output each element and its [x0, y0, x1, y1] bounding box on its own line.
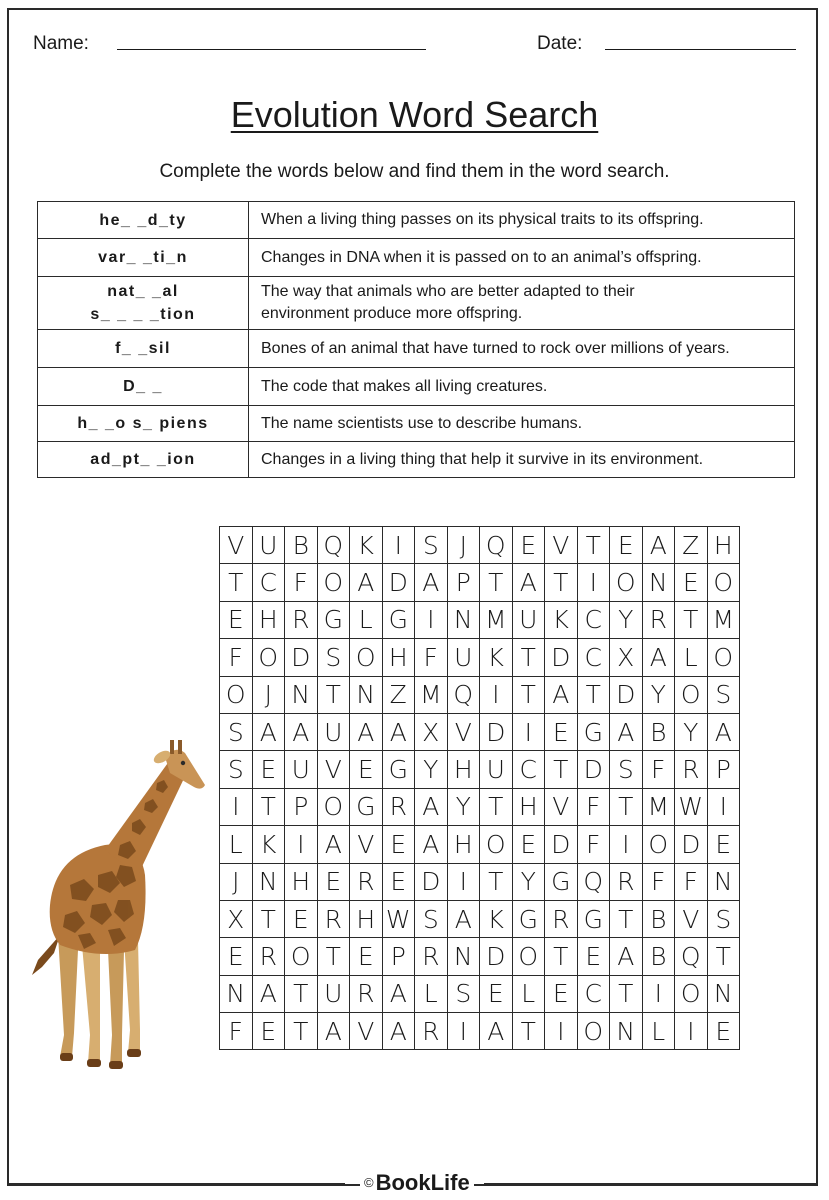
- clue-word: he_ _d_ty: [38, 202, 249, 239]
- grid-cell[interactable]: A: [382, 713, 415, 750]
- grid-cell[interactable]: U: [480, 751, 513, 788]
- grid-cell[interactable]: R: [350, 863, 383, 900]
- grid-cell[interactable]: C: [577, 639, 610, 676]
- grid-cell[interactable]: O: [642, 826, 675, 863]
- grid-cell[interactable]: D: [285, 639, 318, 676]
- grid-cell[interactable]: E: [252, 751, 285, 788]
- grid-cell[interactable]: I: [675, 1013, 708, 1050]
- grid-cell[interactable]: T: [285, 1013, 318, 1050]
- grid-cell[interactable]: U: [447, 639, 480, 676]
- grid-cell[interactable]: W: [382, 900, 415, 937]
- grid-cell[interactable]: U: [285, 751, 318, 788]
- grid-cell[interactable]: J: [220, 863, 253, 900]
- brand-name: BookLife: [375, 1170, 470, 1195]
- grid-cell[interactable]: R: [642, 601, 675, 638]
- grid-cell[interactable]: H: [447, 751, 480, 788]
- grid-cell[interactable]: N: [707, 863, 740, 900]
- name-label: Name:: [33, 33, 89, 54]
- giraffe-illustration: [20, 735, 210, 1075]
- grid-cell[interactable]: E: [707, 1013, 740, 1050]
- grid-cell[interactable]: A: [415, 788, 448, 825]
- grid-cell[interactable]: D: [545, 639, 578, 676]
- grid-cell[interactable]: N: [642, 564, 675, 601]
- grid-cell[interactable]: N: [350, 676, 383, 713]
- grid-cell[interactable]: Y: [415, 751, 448, 788]
- footer-rule-left: [9, 1183, 345, 1185]
- clue-definition: When a living thing passes on its physical traits to its offspring.: [249, 202, 795, 239]
- grid-cell[interactable]: R: [382, 788, 415, 825]
- grid-cell[interactable]: S: [220, 751, 253, 788]
- grid-cell[interactable]: E: [577, 938, 610, 975]
- grid-cell[interactable]: F: [220, 639, 253, 676]
- grid-cell[interactable]: I: [382, 527, 415, 564]
- grid-cell[interactable]: M: [480, 601, 513, 638]
- grid-cell[interactable]: T: [577, 676, 610, 713]
- clue-definition: Changes in DNA when it is passed on to an animal’s offspring.: [249, 239, 795, 277]
- grid-cell[interactable]: U: [512, 601, 545, 638]
- grid-cell[interactable]: V: [350, 826, 383, 863]
- grid-cell[interactable]: K: [545, 601, 578, 638]
- grid-row: [220, 527, 740, 564]
- grid-cell[interactable]: A: [707, 713, 740, 750]
- grid-cell[interactable]: B: [642, 900, 675, 937]
- grid-cell[interactable]: T: [512, 676, 545, 713]
- grid-cell[interactable]: K: [350, 527, 383, 564]
- grid-cell[interactable]: O: [675, 676, 708, 713]
- grid-cell[interactable]: T: [512, 1013, 545, 1050]
- grid-cell[interactable]: H: [447, 826, 480, 863]
- grid-cell[interactable]: E: [220, 601, 253, 638]
- grid-cell[interactable]: X: [220, 900, 253, 937]
- grid-cell[interactable]: Y: [447, 788, 480, 825]
- clue-row: [38, 202, 795, 239]
- clue-definition: Bones of an animal that have turned to rock over millions of years.: [249, 330, 795, 368]
- grid-cell[interactable]: V: [317, 751, 350, 788]
- grid-cell[interactable]: I: [577, 564, 610, 601]
- grid-cell[interactable]: O: [350, 639, 383, 676]
- clue-word-line: nat_ _al: [107, 283, 179, 300]
- grid-cell[interactable]: R: [610, 863, 643, 900]
- grid-cell[interactable]: A: [545, 676, 578, 713]
- grid-cell[interactable]: K: [252, 826, 285, 863]
- grid-cell[interactable]: E: [707, 826, 740, 863]
- grid-cell[interactable]: U: [252, 527, 285, 564]
- grid-cell[interactable]: J: [252, 676, 285, 713]
- grid-cell[interactable]: B: [642, 713, 675, 750]
- booklife-logo: [360, 1170, 474, 1196]
- clue-definition: The name scientists use to describe humans.: [249, 406, 795, 442]
- grid-cell[interactable]: S: [317, 639, 350, 676]
- grid-cell[interactable]: L: [350, 601, 383, 638]
- grid-cell[interactable]: E: [350, 751, 383, 788]
- grid-cell[interactable]: G: [577, 713, 610, 750]
- grid-cell[interactable]: I: [610, 826, 643, 863]
- grid-cell[interactable]: Y: [675, 713, 708, 750]
- grid-cell[interactable]: A: [610, 713, 643, 750]
- grid-cell[interactable]: U: [317, 713, 350, 750]
- grid-cell[interactable]: E: [285, 900, 318, 937]
- clue-row: [38, 406, 795, 442]
- grid-cell[interactable]: I: [447, 863, 480, 900]
- grid-cell[interactable]: H: [252, 601, 285, 638]
- grid-cell[interactable]: M: [642, 788, 675, 825]
- page-title: [0, 94, 829, 136]
- grid-cell[interactable]: N: [220, 975, 253, 1012]
- grid-cell[interactable]: T: [252, 788, 285, 825]
- grid-cell[interactable]: F: [415, 639, 448, 676]
- grid-cell[interactable]: E: [512, 527, 545, 564]
- grid-cell[interactable]: S: [610, 751, 643, 788]
- clue-word: ad_pt_ _ion: [38, 442, 249, 478]
- grid-cell[interactable]: P: [707, 751, 740, 788]
- grid-cell[interactable]: K: [480, 900, 513, 937]
- grid-cell[interactable]: G: [317, 601, 350, 638]
- grid-cell[interactable]: C: [252, 564, 285, 601]
- grid-cell[interactable]: N: [707, 975, 740, 1012]
- grid-cell[interactable]: O: [512, 938, 545, 975]
- grid-cell[interactable]: A: [447, 900, 480, 937]
- grid-cell[interactable]: E: [512, 826, 545, 863]
- grid-cell[interactable]: E: [252, 1013, 285, 1050]
- grid-cell[interactable]: U: [317, 975, 350, 1012]
- grid-cell[interactable]: X: [610, 639, 643, 676]
- grid-cell[interactable]: A: [610, 938, 643, 975]
- grid-cell[interactable]: T: [610, 900, 643, 937]
- grid-cell[interactable]: I: [415, 601, 448, 638]
- grid-cell[interactable]: O: [317, 564, 350, 601]
- grid-cell[interactable]: P: [447, 564, 480, 601]
- grid-cell[interactable]: O: [480, 826, 513, 863]
- grid-cell[interactable]: E: [382, 826, 415, 863]
- grid-cell[interactable]: W: [675, 788, 708, 825]
- grid-cell[interactable]: A: [252, 975, 285, 1012]
- grid-cell[interactable]: F: [577, 788, 610, 825]
- grid-cell[interactable]: S: [707, 676, 740, 713]
- clue-definition-line: environment produce more offspring.: [261, 305, 523, 322]
- grid-cell[interactable]: T: [675, 601, 708, 638]
- grid-cell[interactable]: R: [675, 751, 708, 788]
- grid-cell[interactable]: V: [220, 527, 253, 564]
- grid-cell[interactable]: Q: [675, 938, 708, 975]
- grid-cell[interactable]: A: [480, 1013, 513, 1050]
- grid-cell[interactable]: O: [252, 639, 285, 676]
- clue-word: [38, 277, 249, 330]
- grid-cell[interactable]: H: [350, 900, 383, 937]
- grid-cell[interactable]: D: [610, 676, 643, 713]
- grid-cell[interactable]: V: [675, 900, 708, 937]
- clue-row: [38, 368, 795, 406]
- grid-cell[interactable]: T: [285, 975, 318, 1012]
- word-search-grid: [219, 526, 740, 1050]
- grid-cell[interactable]: D: [382, 564, 415, 601]
- grid-cell[interactable]: V: [350, 1013, 383, 1050]
- grid-cell[interactable]: L: [512, 975, 545, 1012]
- grid-cell[interactable]: R: [317, 900, 350, 937]
- grid-cell[interactable]: E: [675, 564, 708, 601]
- page-title-text: Evolution Word Search: [230, 94, 599, 135]
- grid-cell[interactable]: H: [382, 639, 415, 676]
- grid-cell[interactable]: H: [707, 527, 740, 564]
- date-label: Date:: [537, 33, 583, 54]
- grid-cell[interactable]: G: [382, 601, 415, 638]
- grid-cell[interactable]: I: [220, 788, 253, 825]
- grid-cell[interactable]: T: [545, 751, 578, 788]
- grid-cell[interactable]: V: [545, 788, 578, 825]
- grid-cell[interactable]: T: [577, 527, 610, 564]
- grid-cell[interactable]: Q: [480, 527, 513, 564]
- grid-cell[interactable]: A: [382, 1013, 415, 1050]
- grid-cell[interactable]: A: [415, 826, 448, 863]
- grid-cell[interactable]: Q: [317, 527, 350, 564]
- grid-row: [220, 639, 740, 676]
- grid-row: [220, 863, 740, 900]
- grid-cell[interactable]: Y: [610, 601, 643, 638]
- grid-cell[interactable]: T: [610, 975, 643, 1012]
- grid-cell[interactable]: E: [382, 863, 415, 900]
- grid-cell[interactable]: A: [317, 826, 350, 863]
- grid-row: [220, 751, 740, 788]
- grid-row: [220, 564, 740, 601]
- grid-cell[interactable]: D: [675, 826, 708, 863]
- grid-cell[interactable]: M: [707, 601, 740, 638]
- grid-cell[interactable]: S: [415, 900, 448, 937]
- grid-cell[interactable]: D: [577, 751, 610, 788]
- grid-cell[interactable]: G: [350, 788, 383, 825]
- grid-cell[interactable]: G: [577, 900, 610, 937]
- grid-cell[interactable]: A: [415, 564, 448, 601]
- grid-cell[interactable]: O: [317, 788, 350, 825]
- grid-cell[interactable]: E: [610, 527, 643, 564]
- grid-cell[interactable]: D: [480, 713, 513, 750]
- grid-cell[interactable]: I: [512, 713, 545, 750]
- grid-cell[interactable]: I: [545, 1013, 578, 1050]
- grid-cell[interactable]: O: [285, 938, 318, 975]
- grid-cell[interactable]: X: [415, 713, 448, 750]
- grid-cell[interactable]: S: [220, 713, 253, 750]
- grid-cell[interactable]: E: [220, 938, 253, 975]
- grid-row: [220, 601, 740, 638]
- grid-cell[interactable]: V: [447, 713, 480, 750]
- grid-cell[interactable]: E: [350, 938, 383, 975]
- grid-cell[interactable]: E: [317, 863, 350, 900]
- grid-row: [220, 713, 740, 750]
- grid-cell[interactable]: A: [642, 639, 675, 676]
- grid-cell[interactable]: O: [707, 639, 740, 676]
- grid-cell[interactable]: S: [447, 975, 480, 1012]
- grid-row: [220, 1013, 740, 1050]
- grid-cell[interactable]: O: [707, 564, 740, 601]
- grid-cell[interactable]: E: [480, 975, 513, 1012]
- grid-cell[interactable]: K: [480, 639, 513, 676]
- grid-cell[interactable]: R: [350, 975, 383, 1012]
- grid-row: [220, 938, 740, 975]
- copyright-icon: ©: [364, 1175, 374, 1190]
- grid-cell[interactable]: I: [285, 826, 318, 863]
- grid-cell[interactable]: N: [447, 938, 480, 975]
- clue-definition: [249, 277, 795, 330]
- footer-rule-right: [484, 1183, 818, 1185]
- grid-cell[interactable]: G: [512, 900, 545, 937]
- grid-cell[interactable]: B: [642, 938, 675, 975]
- grid-row: [220, 676, 740, 713]
- grid-cell[interactable]: C: [577, 975, 610, 1012]
- clue-table: [37, 201, 795, 478]
- grid-cell[interactable]: T: [480, 564, 513, 601]
- grid-cell[interactable]: L: [415, 975, 448, 1012]
- grid-cell[interactable]: A: [512, 564, 545, 601]
- grid-cell[interactable]: S: [707, 900, 740, 937]
- grid-cell[interactable]: B: [285, 527, 318, 564]
- grid-cell[interactable]: E: [545, 713, 578, 750]
- grid-cell[interactable]: O: [675, 975, 708, 1012]
- grid-cell[interactable]: F: [577, 826, 610, 863]
- grid-cell[interactable]: A: [285, 713, 318, 750]
- clue-word: f_ _sil: [38, 330, 249, 368]
- grid-cell[interactable]: T: [220, 564, 253, 601]
- grid-cell[interactable]: F: [675, 863, 708, 900]
- grid-cell[interactable]: J: [447, 527, 480, 564]
- grid-cell[interactable]: O: [577, 1013, 610, 1050]
- grid-cell[interactable]: T: [707, 938, 740, 975]
- grid-cell[interactable]: T: [317, 938, 350, 975]
- clue-word-line: s_ _ _ _tion: [90, 306, 196, 323]
- grid-cell[interactable]: G: [545, 863, 578, 900]
- grid-cell[interactable]: I: [447, 1013, 480, 1050]
- grid-cell[interactable]: S: [415, 527, 448, 564]
- clue-word: D_ _: [38, 368, 249, 406]
- grid-cell[interactable]: D: [480, 938, 513, 975]
- grid-row: [220, 788, 740, 825]
- grid-cell[interactable]: A: [317, 1013, 350, 1050]
- clue-row: [38, 330, 795, 368]
- grid-cell[interactable]: P: [382, 938, 415, 975]
- grid-cell[interactable]: R: [252, 938, 285, 975]
- grid-cell[interactable]: N: [285, 676, 318, 713]
- grid-cell[interactable]: T: [480, 863, 513, 900]
- grid-cell[interactable]: Y: [512, 863, 545, 900]
- grid-cell[interactable]: A: [350, 713, 383, 750]
- grid-cell[interactable]: H: [285, 863, 318, 900]
- date-field[interactable]: [605, 49, 796, 50]
- grid-cell[interactable]: H: [512, 788, 545, 825]
- grid-cell[interactable]: D: [545, 826, 578, 863]
- instructions: Complete the words below and find them in the word search.: [159, 161, 670, 182]
- grid-cell[interactable]: R: [415, 1013, 448, 1050]
- grid-cell[interactable]: D: [415, 863, 448, 900]
- grid-cell[interactable]: L: [675, 639, 708, 676]
- clue-row: [38, 277, 795, 330]
- grid-cell[interactable]: F: [642, 863, 675, 900]
- grid-cell[interactable]: R: [545, 900, 578, 937]
- clue-definition-line: The way that animals who are better adapted to their: [261, 283, 635, 300]
- grid-cell[interactable]: Z: [382, 676, 415, 713]
- grid-cell[interactable]: T: [480, 788, 513, 825]
- grid-cell[interactable]: Y: [642, 676, 675, 713]
- grid-cell[interactable]: Q: [447, 676, 480, 713]
- grid-cell[interactable]: T: [545, 938, 578, 975]
- grid-cell[interactable]: O: [610, 564, 643, 601]
- grid-cell[interactable]: T: [512, 639, 545, 676]
- grid-cell[interactable]: V: [545, 527, 578, 564]
- grid-cell[interactable]: L: [642, 1013, 675, 1050]
- grid-cell[interactable]: I: [480, 676, 513, 713]
- grid-row: [220, 900, 740, 937]
- grid-cell[interactable]: L: [220, 826, 253, 863]
- grid-cell[interactable]: T: [610, 788, 643, 825]
- clue-word: h_ _o s_ piens: [38, 406, 249, 442]
- clue-definition: Changes in a living thing that help it survive in its environment.: [249, 442, 795, 478]
- grid-cell[interactable]: I: [707, 788, 740, 825]
- grid-cell[interactable]: G: [382, 751, 415, 788]
- grid-cell[interactable]: E: [545, 975, 578, 1012]
- grid-cell[interactable]: M: [415, 676, 448, 713]
- grid-cell[interactable]: C: [577, 601, 610, 638]
- grid-cell[interactable]: I: [642, 975, 675, 1012]
- grid-cell[interactable]: R: [285, 601, 318, 638]
- grid-cell[interactable]: T: [545, 564, 578, 601]
- grid-cell[interactable]: O: [220, 676, 253, 713]
- clue-definition: The code that makes all living creatures.: [249, 368, 795, 406]
- grid-cell[interactable]: C: [512, 751, 545, 788]
- grid-cell[interactable]: P: [285, 788, 318, 825]
- grid-row: [220, 975, 740, 1012]
- grid-cell[interactable]: N: [447, 601, 480, 638]
- grid-cell[interactable]: T: [317, 676, 350, 713]
- grid-cell[interactable]: Q: [577, 863, 610, 900]
- clue-row: [38, 442, 795, 478]
- grid-cell[interactable]: N: [252, 863, 285, 900]
- grid-cell[interactable]: A: [382, 975, 415, 1012]
- grid-cell[interactable]: R: [415, 938, 448, 975]
- clue-word: var_ _ti_n: [38, 239, 249, 277]
- grid-cell[interactable]: A: [252, 713, 285, 750]
- grid-cell[interactable]: N: [610, 1013, 643, 1050]
- clue-row: [38, 239, 795, 277]
- grid-row: [220, 826, 740, 863]
- grid-cell[interactable]: T: [252, 900, 285, 937]
- name-field[interactable]: [117, 49, 426, 50]
- grid-cell[interactable]: F: [642, 751, 675, 788]
- grid-cell[interactable]: Z: [675, 527, 708, 564]
- grid-cell[interactable]: A: [350, 564, 383, 601]
- grid-cell[interactable]: A: [642, 527, 675, 564]
- grid-cell[interactable]: F: [220, 1013, 253, 1050]
- grid-cell[interactable]: F: [285, 564, 318, 601]
